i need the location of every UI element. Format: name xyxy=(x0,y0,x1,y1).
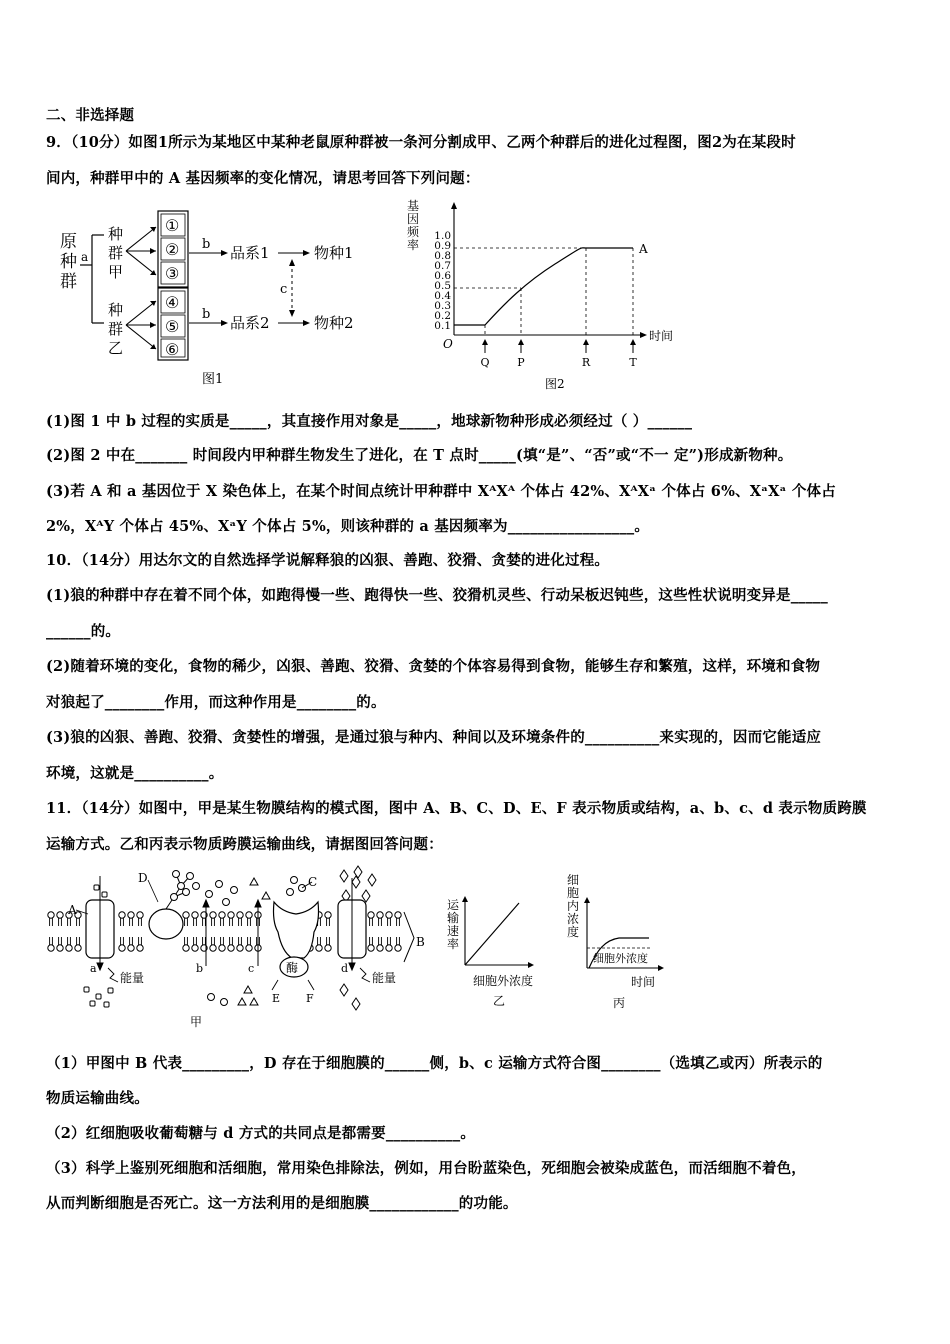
fig2-origin: O xyxy=(443,337,453,351)
fig2-ytick-0.3: 0.3 xyxy=(434,300,451,312)
fig1-label-a: a xyxy=(81,250,89,264)
fig1-num-1: ① xyxy=(165,216,180,235)
fig1-num-2: ② xyxy=(165,240,180,259)
yi-ylabel-4: 率 xyxy=(447,937,460,951)
q11-part3-cont: 从而判断细胞是否死亡。这一方法利用的是细胞膜____________的功能。 xyxy=(46,1195,518,1212)
fig2-ylabel-4: 率 xyxy=(407,238,420,252)
fig2-ylabel-2: 因 xyxy=(407,212,420,226)
fig1-pop-yi-2: 群 xyxy=(108,320,124,338)
fig2-caption: 图2 xyxy=(545,377,565,391)
fig1-caption: 图1 xyxy=(202,372,224,387)
fig2-ytick-0.8: 0.8 xyxy=(434,250,451,262)
carrier-protein-C xyxy=(274,902,319,958)
label-E: E xyxy=(272,992,281,1005)
q10-part3: (3)狼的凶狠、善跑、狡猾、贪婪性的增强，是通过狼与种内、种间以及环境条件的__________来实现的，因而它能适应 xyxy=(46,729,822,746)
label-C: C xyxy=(308,875,318,889)
bing-ylabel-1: 细 xyxy=(567,873,580,887)
fig2-curve-label: A xyxy=(639,242,648,256)
fig2-ytick-0.9: 0.9 xyxy=(434,240,451,252)
fig1-label-b1: b xyxy=(202,237,211,252)
label-a: a xyxy=(90,962,97,975)
label-F: F xyxy=(306,992,314,1005)
fig1-label-b2: b xyxy=(202,307,211,322)
energy-label-2: 能量 xyxy=(372,971,397,985)
q9-part3: (3)若 A 和 a 基因位于 X 染色体上，在某个时间点统计甲种群中 XᴬXᴬ 个体占 42%、XᴬXᵃ 个体占 6%、XᵃXᵃ 个体占 xyxy=(46,483,836,500)
label-c: c xyxy=(248,962,255,975)
fig2-ytick-0.2: 0.2 xyxy=(434,310,451,322)
q11-part1-cont: 物质运输曲线。 xyxy=(46,1090,149,1107)
yi-linear-line xyxy=(465,903,519,965)
q11-part2: （2）红细胞吸收葡萄糖与 d 方式的共同点是都需要__________。 xyxy=(46,1125,476,1142)
fig2-ylabel-3: 频 xyxy=(407,225,420,239)
fig1-origin-1: 原 xyxy=(60,232,77,252)
q10-part2-cont: 对狼起了________作用，而这种作用是________的。 xyxy=(46,694,386,711)
label-D: D xyxy=(138,871,148,885)
q10-part3-cont: 环境，这就是__________。 xyxy=(46,765,224,782)
fig1-strain2: 品系2 xyxy=(230,314,270,332)
fig1-pop-yi-3: 乙 xyxy=(108,339,124,357)
fig1-pop-jia-3: 甲 xyxy=(108,263,124,281)
fig1-num-4: ④ xyxy=(165,293,180,312)
fig2-xlabel: 时间 xyxy=(649,329,674,343)
section-title: 二、非选择题 xyxy=(46,107,135,124)
q9-stem-line1: 9．（10分）如图1所示为某地区中某种老鼠原种群被一条河分割成甲、乙两个种群后的进化过程图，图2为在某段时 xyxy=(46,134,796,151)
label-enzyme: 酶 xyxy=(286,961,299,975)
fig2-ytick-0.4: 0.4 xyxy=(434,290,451,302)
bing-ylabel-5: 度 xyxy=(567,925,580,939)
fig2-ytick-0.1: 0.1 xyxy=(434,320,451,332)
label-d: d xyxy=(341,962,349,975)
bing-caption: 丙 xyxy=(613,996,626,1010)
fig2-xtick-R: R xyxy=(581,356,591,369)
label-b: b xyxy=(196,962,204,975)
fig1-label-c: c xyxy=(280,282,288,297)
q11-part3: （3）科学上鉴别死细胞和活细胞，常用染色排除法，例如，用台盼蓝染色，死细胞会被染成蓝色，而活细胞不着色， xyxy=(46,1160,806,1177)
q10-part1-cont: ______的。 xyxy=(46,623,121,640)
fig1-num-6: ⑥ xyxy=(165,340,180,359)
q10-part1: (1)狼的种群中存在着不同个体，如跑得慢一些、跑得快一些、狡猾机灵些、行动呆板迟钝些，这些性状说明变异是_____ xyxy=(46,587,828,604)
fig1-num-5: ⑤ xyxy=(165,317,180,336)
fig1-pop-yi-1: 种 xyxy=(108,301,124,319)
fig1-origin-2: 种 xyxy=(60,252,77,272)
fig1-species1: 物种1 xyxy=(314,244,354,262)
glycoprotein-D xyxy=(149,909,183,939)
q11-part1: （1）甲图中 B 代表_________，D 存在于细胞膜的______侧，b、c 运输方式符合图________（选填乙或丙）所表示的 xyxy=(46,1055,823,1072)
q9-part2: (2)图 2 中在_______ 时间段内甲种群生物发生了进化，在 T 点时_____(填“是”、“否”或“不一 定”)形成新物种。 xyxy=(46,447,793,464)
yi-caption: 乙 xyxy=(493,994,506,1008)
figure-1-evolution-diagram xyxy=(52,205,382,390)
label-B: B xyxy=(416,935,425,949)
q9-part1: (1)图 1 中 b 过程的实质是_____，其直接作用对象是_____，地球新物种形成必须经过（ ）______ xyxy=(46,413,693,430)
fig1-strain1: 品系1 xyxy=(230,244,270,262)
q9-part3-cont: 2%，XᴬY 个体占 45%、XᵃY 个体占 5%，则该种群的 a 基因频率为_________________。 xyxy=(46,518,650,535)
fig1-pop-jia-2: 群 xyxy=(108,244,124,262)
bing-inner-label: 细胞外浓度 xyxy=(593,952,648,965)
figure-jia-membrane-diagram xyxy=(46,862,426,1032)
yi-xlabel: 细胞外浓度 xyxy=(473,974,534,988)
bing-ylabel-2: 胞 xyxy=(567,886,580,900)
fig2-ytick-0.5: 0.5 xyxy=(434,280,451,292)
yi-ylabel-2: 输 xyxy=(447,911,460,925)
energy-label-1: 能量 xyxy=(120,971,145,985)
figure-2-gene-frequency-chart xyxy=(405,198,695,393)
fig1-origin-3: 群 xyxy=(60,272,77,292)
label-A: A xyxy=(68,903,77,917)
fig-jia-caption: 甲 xyxy=(190,1015,203,1029)
bing-xlabel: 时间 xyxy=(631,975,656,989)
fig2-xtick-P: P xyxy=(517,356,525,369)
fig2-curve xyxy=(454,248,633,325)
fig2-xtick-Q: Q xyxy=(480,356,490,369)
fig2-ytick-1.0: 1.0 xyxy=(434,230,451,242)
fig1-num-3: ③ xyxy=(165,264,180,283)
figure-yi-transport-chart xyxy=(443,895,553,1015)
q10-part2: (2)随着环境的变化，食物的稀少，凶狠、善跑、狡猾、贪婪的个体容易得到食物，能够生存和繁殖，这样，环境和食物 xyxy=(46,658,821,675)
q9-stem-line2: 间内，种群甲中的 A 基因频率的变化情况，请思考回答下列问题： xyxy=(46,170,480,187)
fig1-species2: 物种2 xyxy=(314,314,354,332)
q11-stem-line2: 运输方式。乙和丙表示物质跨膜运输曲线，请据图回答问题： xyxy=(46,836,443,853)
fig2-xtick-T: T xyxy=(629,356,637,369)
fig2-ytick-0.7: 0.7 xyxy=(434,260,451,272)
bing-ylabel-4: 浓 xyxy=(567,912,580,926)
q10-stem: 10．（14分）用达尔文的自然选择学说解释狼的凶狠、善跑、狡猾、贪婪的进化过程。 xyxy=(46,552,610,569)
fig1-pop-jia-1: 种 xyxy=(108,225,124,243)
fig2-ylabel-1: 基 xyxy=(407,199,420,213)
fig2-ytick-0.6: 0.6 xyxy=(434,270,451,282)
bing-ylabel-3: 内 xyxy=(567,899,580,913)
yi-ylabel-3: 速 xyxy=(447,924,460,938)
q11-stem-line1: 11．（14分）如图中，甲是某生物膜结构的模式图，图中 A、B、C、D、E、F 表示物质或结构，a、b、c、d 表示物质跨膜 xyxy=(46,800,867,817)
yi-ylabel-1: 运 xyxy=(447,898,460,912)
figure-bing-concentration-chart xyxy=(565,870,685,1015)
